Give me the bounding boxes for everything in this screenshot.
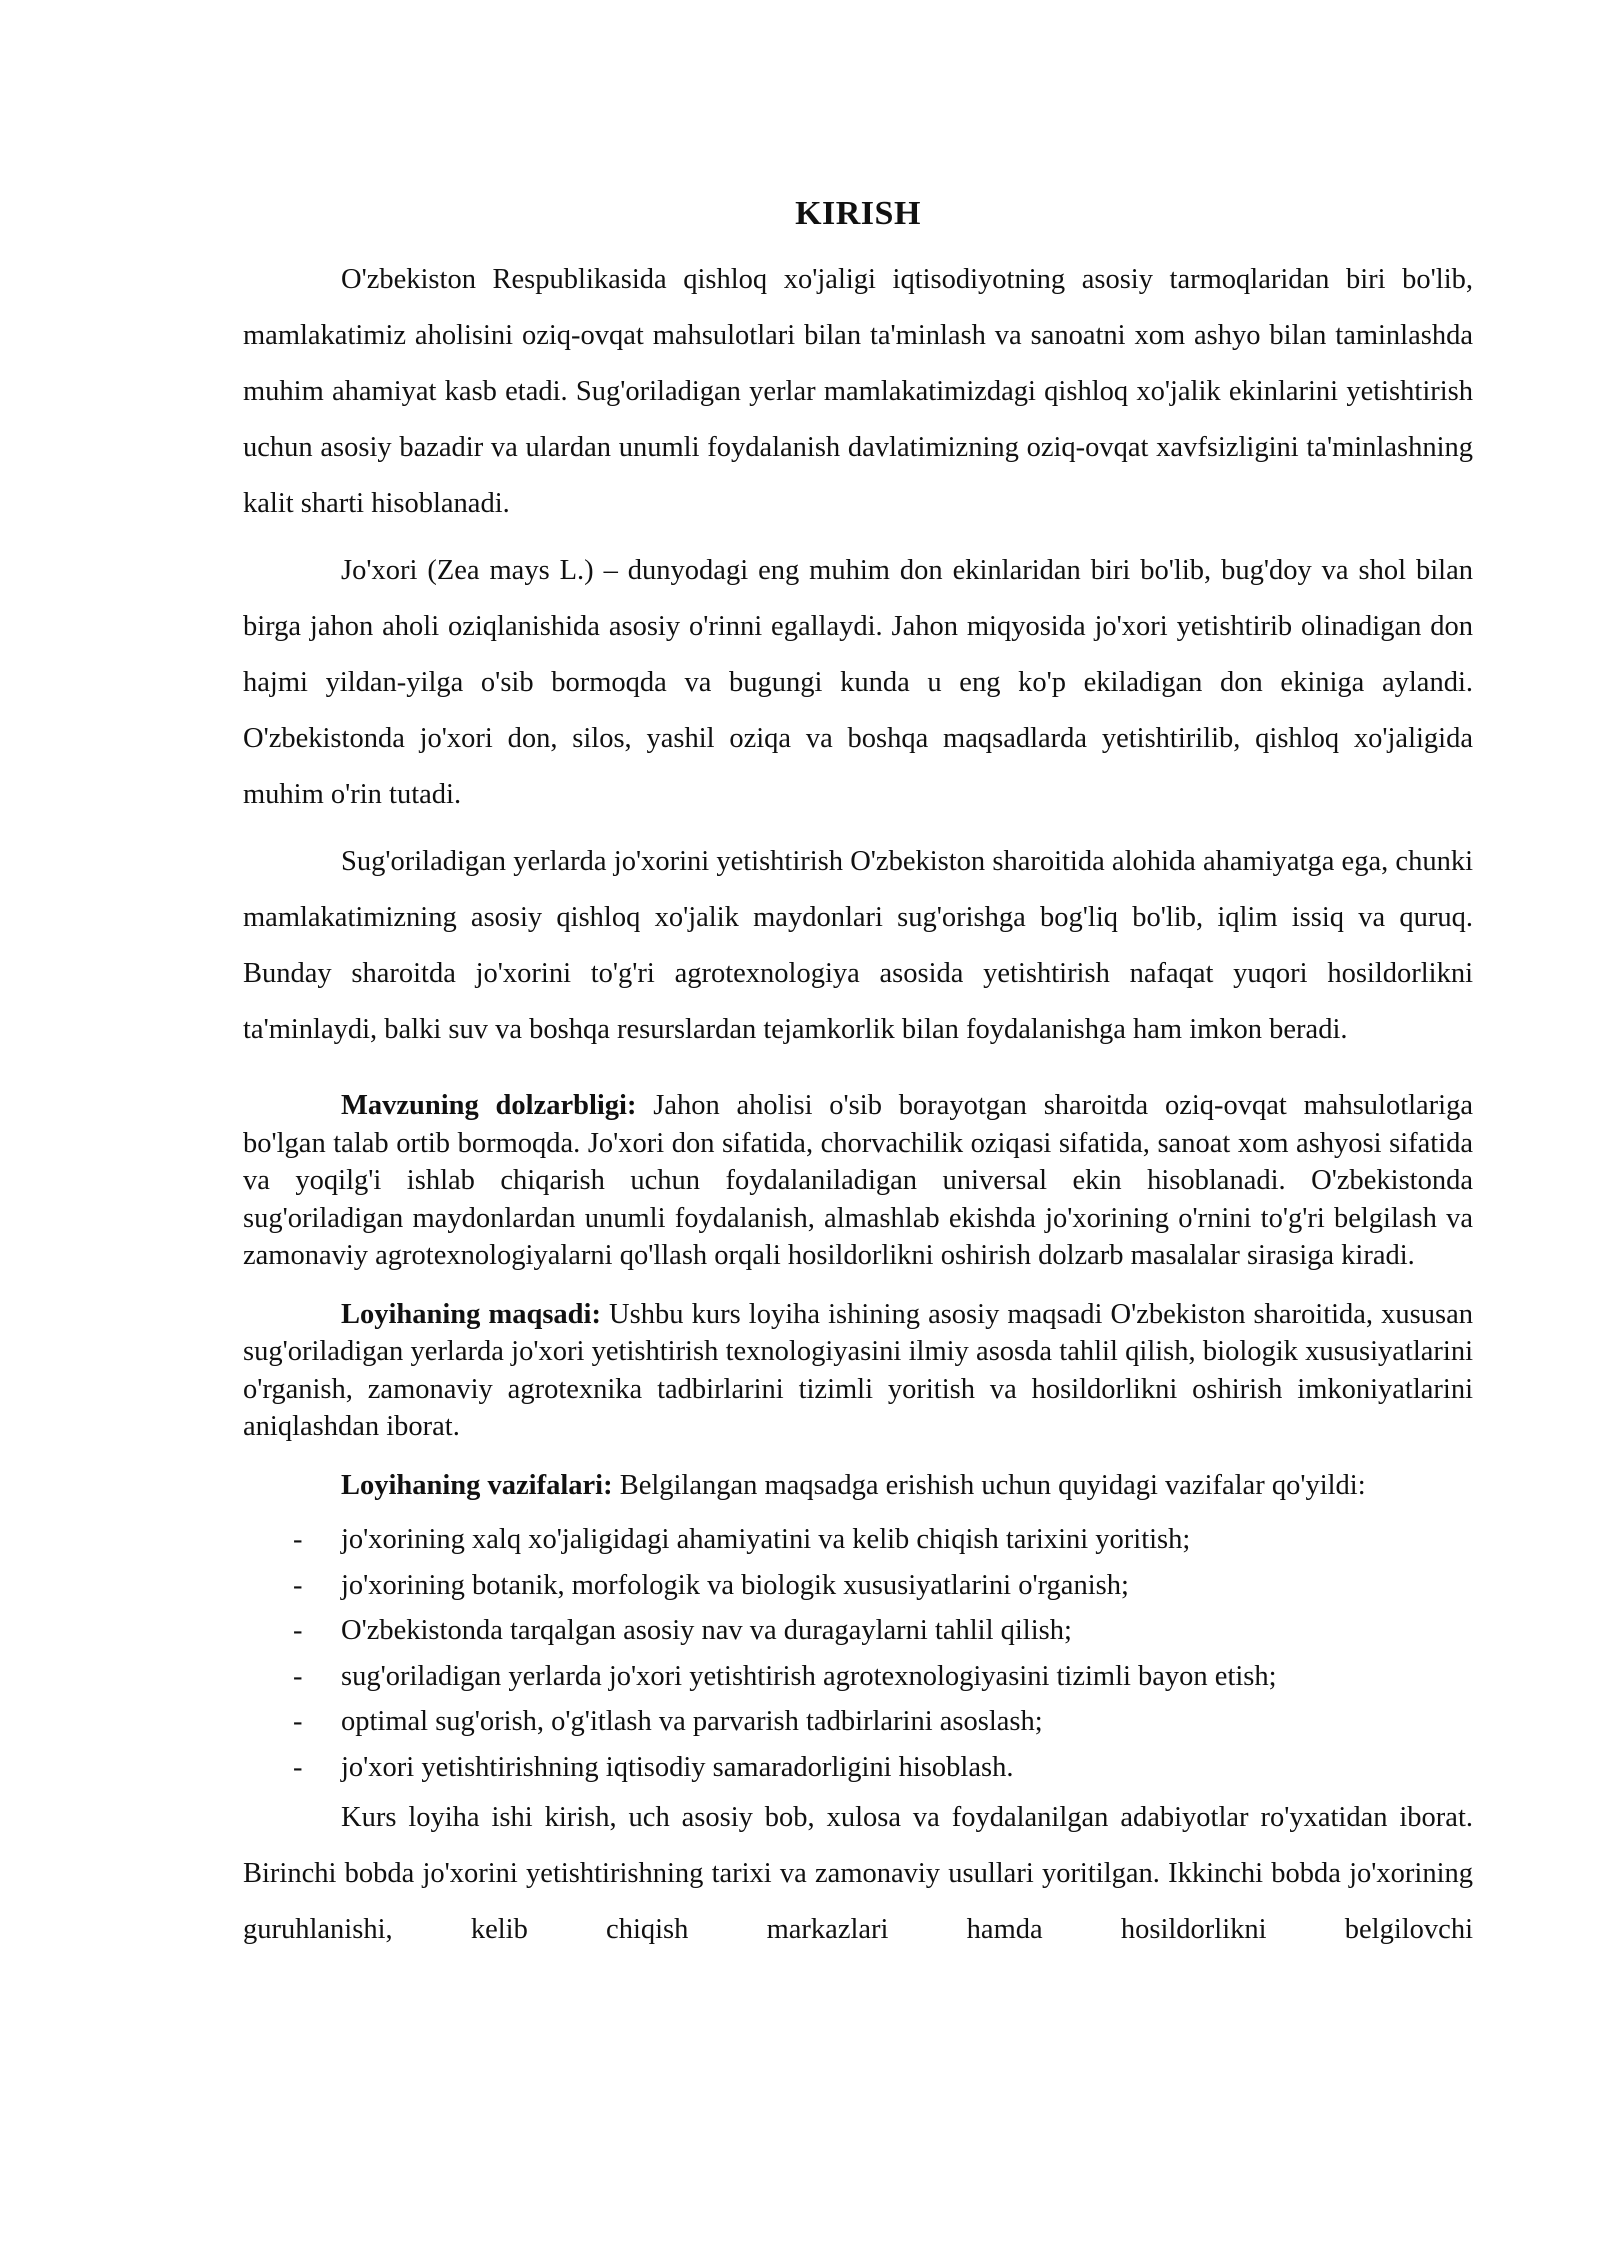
dash-bullet: -	[293, 1660, 303, 1692]
page-title: KIRISH	[795, 195, 921, 232]
dash-bullet: -	[293, 1751, 303, 1783]
list-item-text: sug'oriladigan yerlarda jo'xori yetishtirish agrotexnologiyasini tizimli bayon etish;	[341, 1660, 1277, 1692]
list-item	[243, 1699, 1473, 1745]
goal-label: Loyihaning maqsadi:	[341, 1298, 601, 1330]
goal-paragraph	[243, 1296, 1473, 1446]
dash-bullet: -	[293, 1524, 303, 1555]
dash-bullet: -	[293, 1569, 303, 1601]
intro-paragraph-2: Jo'xori (Zea mays L.) – dunyodagi eng muhim don ekinlaridan biri bo'lib, bug'doy va shol bilan birga jahon aholi oziqlanishida asosiy o'rinni egallaydi. Jahon miqyosida jo'xori yetishtirib olinadigan don hajmi yildan-yilga o'sib bormoqda va bugungi kunda u eng ko'p ekiladigan don ekiniga aylandi. O'zbekistonda jo'xori don, silos, yashil oziqa va boshqa maqsadlarda yetishtirilib, qishloq xo'jaligida muhim o'rin tutadi.	[243, 555, 1473, 810]
tasks-label: Loyihaning vazifalari:	[341, 1469, 613, 1501]
relevance-text: Jahon aholisi o'sib borayotgan sharoitda oziq-ovqat mahsulotlariga bo'lgan talab ortib bormoqda. Jo'xori don sifatida, chorvachilik oziqasi sifatida, sanoat xom ashyosi sifatida va yoqilg'i ishlab chiqarish uchun foydalaniladigan universal ekin hisoblanadi. O'zbekistonda sug'oriladigan maydonlardan unumli foydalanish, almashlab ekishda jo'xorining o'rnini to'g'ri belgilash va zamonaviy agrotexnologiyalarni qo'llash orqali hosildorlikni oshirish dolzarb masalalar sirasiga kiradi.	[243, 1090, 1473, 1271]
relevance-label: Mavzuning dolzarbligi:	[341, 1090, 637, 1121]
list-item-text: jo'xorining botanik, morfologik va biologik xususiyatlarini o'rganish;	[341, 1569, 1129, 1601]
tasks-text: Belgilangan maqsadga erishish uchun quyidagi vazifalar qo'yildi:	[612, 1469, 1366, 1501]
tasks-paragraph	[243, 1467, 1473, 1505]
document-page	[243, 190, 1473, 2014]
intro-paragraph-1: O'zbekiston Respublikasida qishloq xo'jaligi iqtisodiyotning asosiy tarmoqlaridan biri bo'lib, mamlakatimiz aholisini oziq-ovqat mahsulotlari bilan ta'minlash va sanoatni xom ashyo bilan taminlashda muhim ahamiyat kasb etadi. Sug'oriladigan yerlar mamlakatimizdagi qishloq xo'jalik ekinlarini yetishtirish uchun asosiy bazadir va ulardan unumli foydalanish davlatimizning oziq-ovqat xavfsizligini ta'minlashning kalit sharti hisoblanadi.	[243, 264, 1473, 519]
relevance-paragraph	[243, 1087, 1473, 1275]
list-item	[243, 1745, 1473, 1791]
goal-text: Ushbu kurs loyiha ishining asosiy maqsadi O'zbekiston sharoitida, xususan sug'oriladigan yerlarda jo'xori yetishtirish texnologiyasini ilmiy asosda tahlil qilish, biologik xususiyatlarini o'rganish, zamonaviy agrotexnika tadbirlarini tizimli yoritish va hosildorlikni oshirish imkoniyatlarini aniqlashdan iborat.	[243, 1298, 1473, 1442]
structure-paragraph: Kurs loyiha ishi kirish, uch asosiy bob, xulosa va foydalanilgan adabiyotlar ro'yxatidan iborat. Birinchi bobda jo'xorini yetishtirishning tarixi va zamonaviy usullari yoritilgan. Ikkinchi bobda jo'xorining guruhlanishi, kelib chiqish markazlari hamda hosildorlikni belgilovchi	[243, 1802, 1473, 1945]
list-item	[243, 1563, 1473, 1609]
list-item-text: O'zbekistonda tarqalgan asosiy nav va duragaylarni tahlil qilish;	[341, 1615, 1072, 1646]
dash-bullet: -	[293, 1706, 303, 1737]
intro-paragraph-3: Sug'oriladigan yerlarda jo'xorini yetishtirish O'zbekiston sharoitida alohida ahamiyatga ega, chunki mamlakatimizning asosiy qishloq xo'jalik maydonlari sug'orishga bog'liq bo'lib, iqlim issiq va quruq. Bunday sharoitda jo'xorini to'g'ri agrotexnologiya asosida yetishtirish nafaqat yuqori hosildorlikni ta'minlaydi, balki suv va boshqa resurslardan tejamkorlik bilan foydalanishga ham imkon beradi.	[243, 846, 1473, 1045]
list-item	[243, 1608, 1473, 1654]
tasks-list	[243, 1517, 1473, 1790]
list-item-text: jo'xori yetishtirishning iqtisodiy samaradorligini hisoblash.	[341, 1751, 1014, 1783]
list-item	[243, 1654, 1473, 1700]
list-item-text: optimal sug'orish, o'g'itlash va parvarish tadbirlarini asoslash;	[341, 1706, 1043, 1737]
list-item	[243, 1517, 1473, 1563]
dash-bullet: -	[293, 1615, 303, 1646]
list-item-text: jo'xorining xalq xo'jaligidagi ahamiyatini va kelib chiqish tarixini yoritish;	[341, 1524, 1191, 1555]
